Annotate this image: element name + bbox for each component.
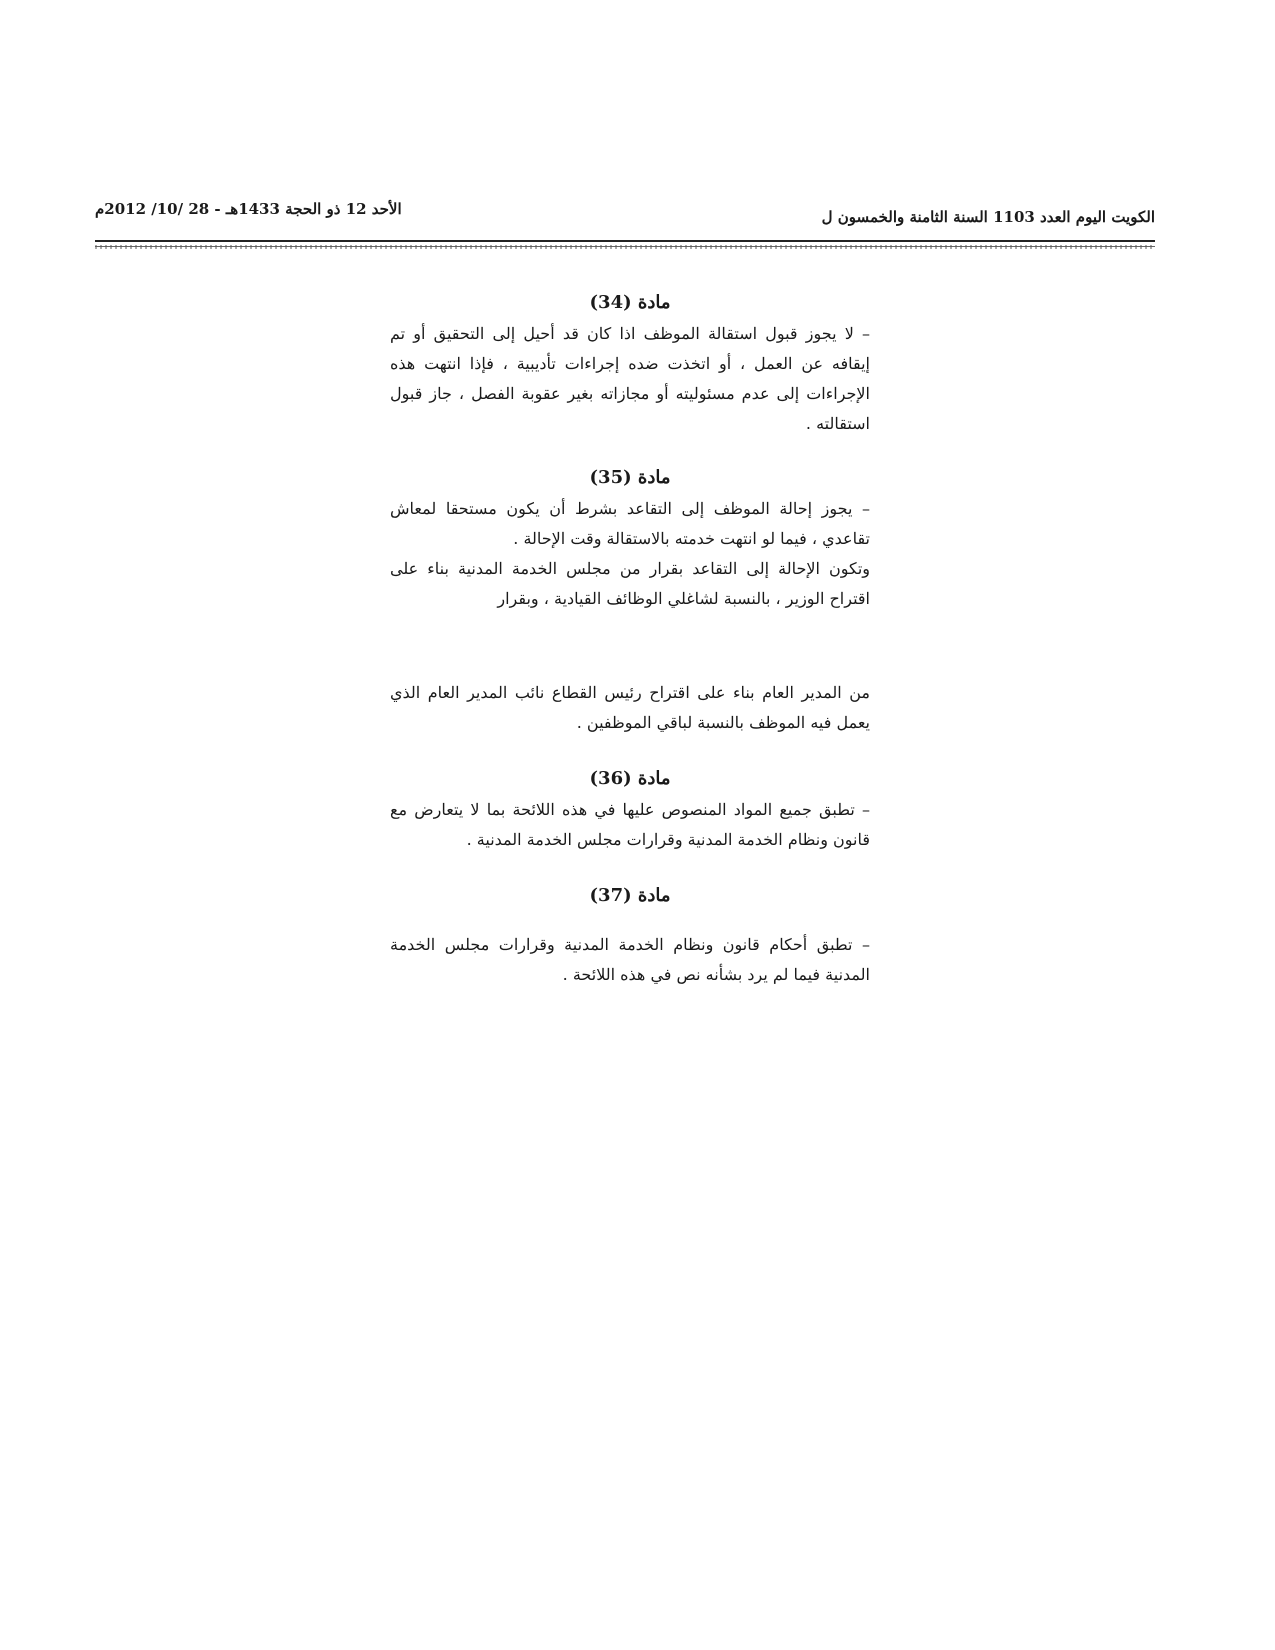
article-36 (390, 768, 870, 855)
article-title: مادة (34) (589, 292, 671, 313)
article-text-continued: وتكون الإحالة إلى التقاعد بقرار من مجلس الخدمة المدنية بناء على اقتراح الوزير ، بالنسبة لشاغلي الوظائف القيادية ، وبقرار (390, 559, 870, 608)
article-title: مادة (35) (589, 467, 671, 488)
article-text: – يجوز إحالة الموظف إلى التقاعد بشرط أن يكون مستحقا لمعاش تقاعدي ، فيما لو انتهت خدمته بالاستقالة وقت الإحالة . (390, 499, 870, 548)
article-text-continued: من المدير العام بناء على اقتراح رئيس القطاع نائب المدير العام الذي يعمل فيه الموظف بالنسبة لباقي الموظفين . (390, 683, 870, 732)
article-35 (390, 467, 870, 738)
page-header (95, 200, 1155, 236)
article-37 (390, 885, 870, 990)
article-34 (390, 292, 870, 439)
article-text: – تطبق أحكام قانون ونظام الخدمة المدنية وقرارات مجلس الخدمة المدنية فيما لم يرد بشأنه نص في هذه اللائحة . (390, 935, 870, 984)
article-text: – لا يجوز قبول استقالة الموظف اذا كان قد أحيل إلى التحقيق أو تم إيقافه عن العمل ، أو اتخذت ضده إجراءات تأديبية ، فإذا انتهت هذه الإجراءات إلى عدم مسئوليته أو مجازاته بغير عقوبة الفصل ، جاز قبول استقالته . (390, 324, 871, 433)
document-body (390, 292, 870, 1020)
page-gap (390, 614, 870, 678)
header-date: الأحد 12 ذو الحجة 1433هـ - 28 /10/ 2012م (95, 200, 402, 218)
header-divider (95, 240, 1155, 247)
article-text: – تطبق جميع المواد المنصوص عليها في هذه اللائحة بما لا يتعارض مع قانون ونظام الخدمة المدنية وقرارات مجلس الخدمة المدنية . (390, 800, 870, 849)
article-title: مادة (36) (589, 768, 671, 789)
article-title: مادة (37) (589, 885, 671, 906)
header-publication-info: الكويت اليوم العدد 1103 السنة الثامنة والخمسون ل (821, 208, 1155, 226)
